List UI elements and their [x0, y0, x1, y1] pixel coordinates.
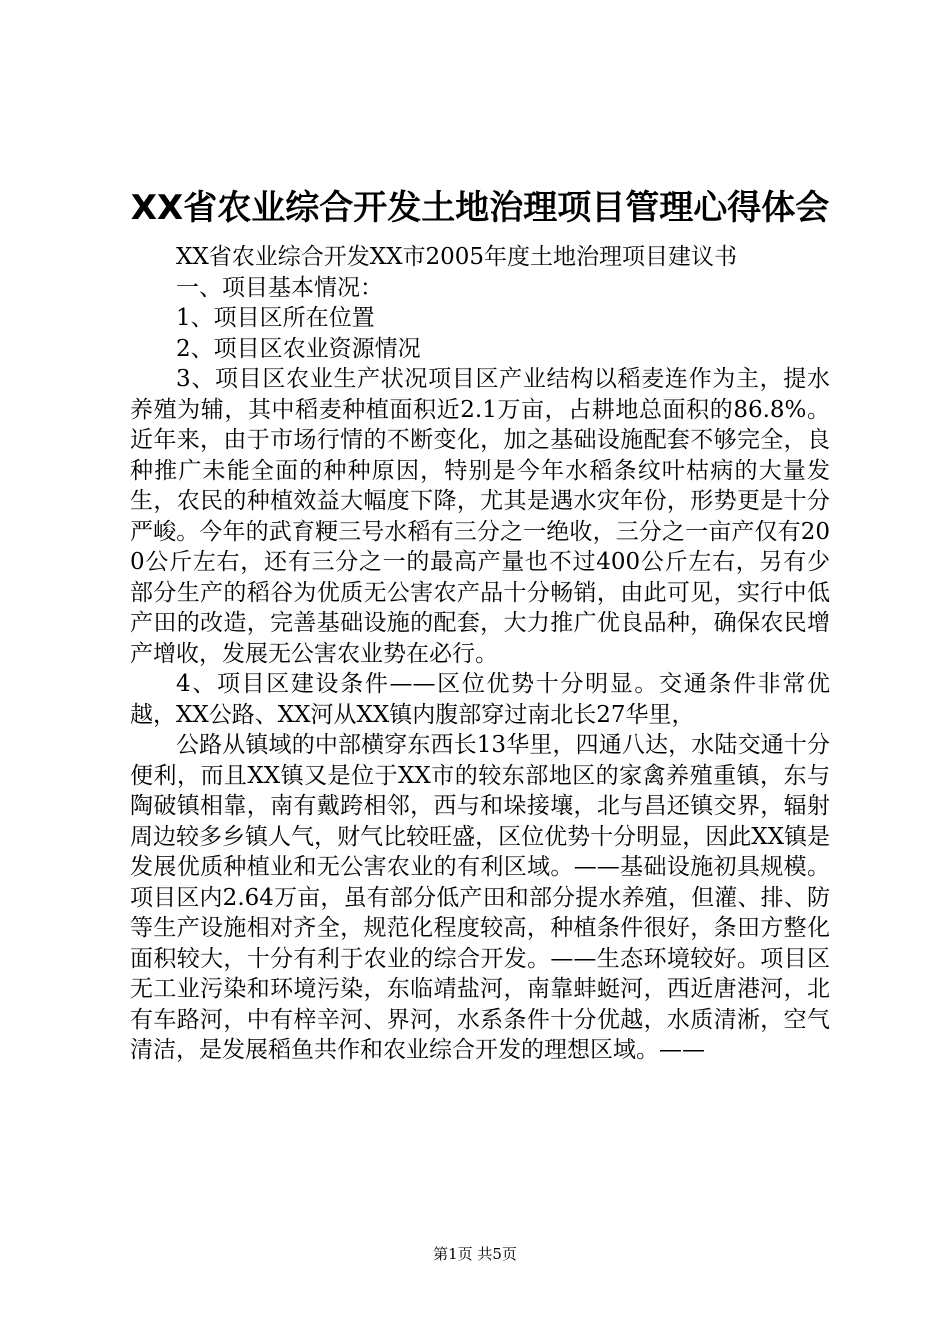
paragraph-item-3: 3、项目区农业生产状况项目区产业结构以稻麦连作为主，提水养殖为辅，其中稻麦种植面积近2.1万亩，占耕地总面积的86.8%。近年来，由于市场行情的不断变化，加之基础设施配套不够完全，良种推广未能全面的种种原因，特别是今年水稻条纹叶枯病的大量发生，农民的种植效益大幅度下降，尤其是遇水灾年份，形势更是十分严峻。今年的武育粳三号水稻有三分之一绝收，三分之一亩产仅有200公斤左右，还有三分之一的最高产量也不过400公斤左右，另有少部分生产的稻谷为优质无公害农产品十分畅销，由此可见，实行中低产田的改造，完善基础设施的配套，大力推广优良品种，确保农民增产增收，发展无公害农业势在必行。	[130, 366, 830, 667]
paragraph-subtitle: XX省农业综合开发XX市2005年度土地治理项目建议书	[176, 244, 738, 270]
paragraph-item-4: 4、项目区建设条件——区位优势十分明显。交通条件非常优越，XX公路、XX河从XX镇内腹部穿过南北长27华里，	[130, 671, 830, 728]
paragraph-continuation: 公路从镇域的中部横穿东西长13华里，四通八达，水陆交通十分便利，而且XX镇又是位于XX市的较东部地区的家禽养殖重镇，东与陶破镇相靠，南有戴跨相邻，西与和垛接壤，北与昌还镇交界，辐射周边较多乡镇人气，财气比较旺盛，区位优势十分明显，因此XX镇是发展优质种植业和无公害农业的有利区域。——基础设施初具规模。项目区内2.64万亩，虽有部分低产田和部分提水养殖，但灌、排、防等生产设施相对齐全，规范化程度较高，种植条件很好，条田方整化面积较大，十分有利于农业的综合开发。——生态环境较好。项目区无工业污染和环境污染，东临靖盐河，南靠蚌蜓河，西近唐港河，北有车路河，中有梓辛河、界河，水系条件十分优越，水质清淅，空气清洁，是发展稻鱼共作和农业综合开发的理想区域。——	[130, 732, 830, 1063]
document-page	[130, 180, 830, 1066]
document-title: XX省农业综合开发土地治理项目管理心得体会	[130, 188, 830, 228]
page-footer: 第1页 共5页	[433, 1245, 517, 1263]
paragraph-item-1: 1、项目区所在位置	[176, 305, 375, 331]
paragraph-item-2: 2、项目区农业资源情况	[176, 335, 421, 362]
paragraph-section-heading: 一、项目基本情况：	[176, 274, 383, 301]
